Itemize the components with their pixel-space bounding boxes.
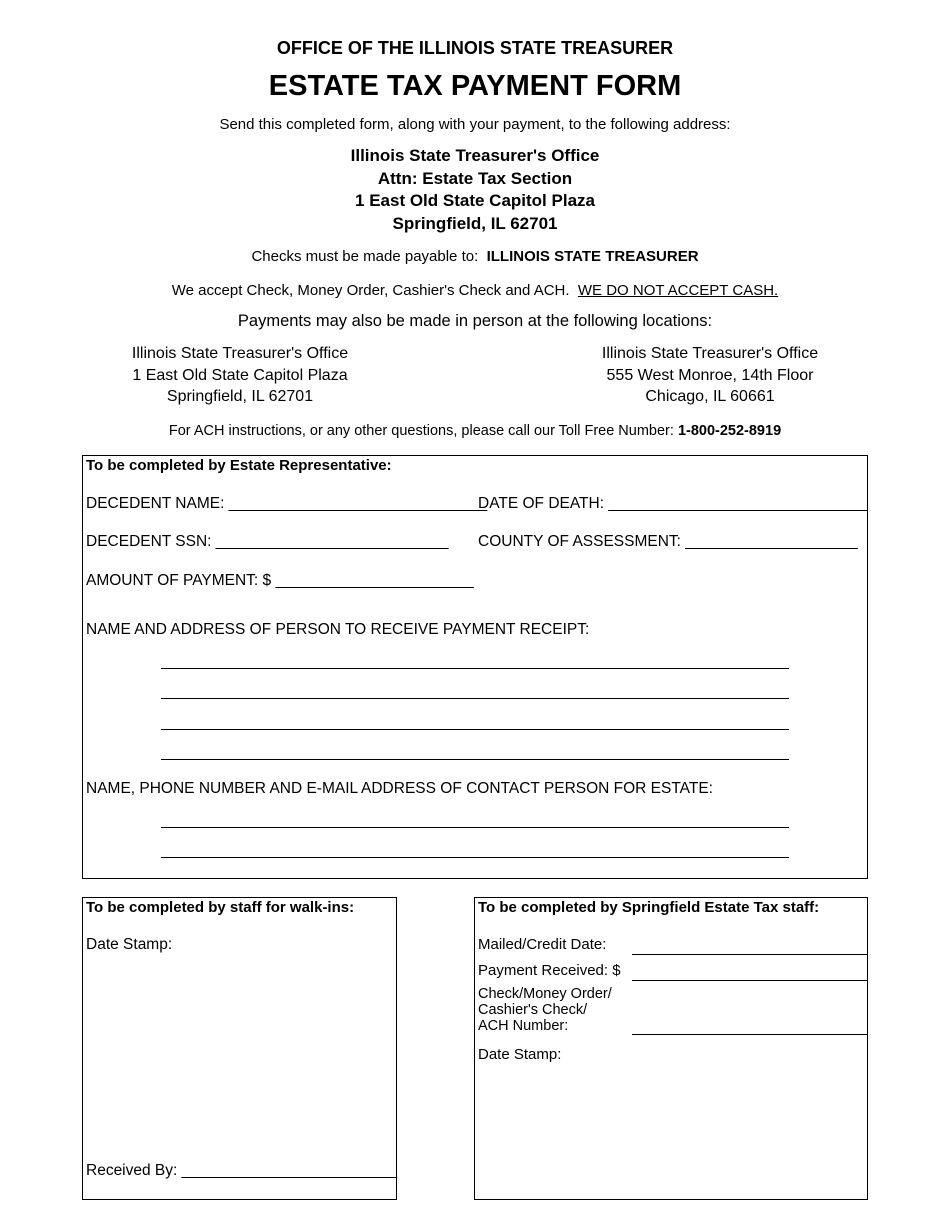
- toll-free-number: 1-800-252-8919: [677, 423, 782, 439]
- location-line: 1 East Old State Capitol Plaza: [132, 366, 348, 384]
- walk-in-date-stamp-label: Date Stamp:: [86, 936, 173, 953]
- springfield-date-stamp-label: Date Stamp:: [478, 1046, 562, 1063]
- date-of-death-field[interactable]: DATE OF DEATH: ______________________________: [478, 495, 867, 512]
- estate-contact-label: NAME, PHONE NUMBER AND E-MAIL ADDRESS OF CONTACT PERSON FOR ESTATE:: [86, 780, 713, 797]
- mailed-credit-date-label: Mailed/Credit Date:: [478, 936, 607, 953]
- send-instruction: Send this completed form, along with your payment, to the following address:: [219, 116, 731, 133]
- check-label-line: Check/Money Order/: [478, 986, 612, 1002]
- office-heading: OFFICE OF THE ILLINOIS STATE TREASURER: [276, 38, 674, 58]
- contact-info-line[interactable]: [161, 857, 789, 858]
- payment-received-label: Payment Received: $: [478, 962, 621, 979]
- ach-text: For ACH instructions, or any other questions, please call our Toll Free Number:: [168, 423, 674, 439]
- mailing-address: [0, 145, 950, 235]
- receipt-address-line[interactable]: [161, 759, 789, 760]
- receipt-address-line[interactable]: [161, 668, 789, 669]
- payable-to: ILLINOIS STATE TREASURER: [486, 248, 699, 265]
- location-line: Chicago, IL 60661: [645, 388, 775, 405]
- address-line: Illinois State Treasurer's Office: [350, 146, 600, 165]
- location-chicago: [570, 343, 850, 408]
- check-label-line: ACH Number:: [478, 1018, 569, 1034]
- payment-received-input-line[interactable]: [632, 980, 868, 981]
- check-label-line: Cashier's Check/: [478, 1002, 588, 1018]
- received-by-field[interactable]: Received By: _________________________: [86, 1162, 398, 1179]
- estate-representative-section: [82, 455, 868, 879]
- location-line: Springfield, IL 62701: [166, 388, 314, 405]
- no-cash-notice: WE DO NOT ACCEPT CASH.: [577, 282, 779, 299]
- location-line: Illinois State Treasurer's Office: [601, 345, 819, 362]
- amount-of-payment-field[interactable]: AMOUNT OF PAYMENT: $ _______________________: [86, 572, 474, 589]
- location-springfield: [100, 343, 380, 408]
- payable-line: [0, 248, 950, 265]
- page-title: ESTATE TAX PAYMENT FORM: [268, 70, 682, 102]
- receipt-recipient-label: NAME AND ADDRESS OF PERSON TO RECEIVE PAYMENT RECEIPT:: [86, 621, 590, 638]
- address-line: Attn: Estate Tax Section: [377, 168, 573, 188]
- accept-line: [0, 282, 950, 299]
- contact-info-line[interactable]: [161, 827, 789, 828]
- mailed-credit-date-input-line[interactable]: [632, 954, 868, 955]
- location-line: 555 West Monroe, 14th Floor: [606, 366, 814, 384]
- rep-section-heading: To be completed by Estate Representative:: [86, 457, 392, 474]
- check-number-label: [478, 986, 612, 1034]
- check-number-input-line[interactable]: [632, 1034, 868, 1035]
- county-of-assessment-field[interactable]: COUNTY OF ASSESSMENT: ____________________: [478, 533, 858, 550]
- decedent-name-field[interactable]: DECEDENT NAME: ______________________________: [86, 495, 488, 512]
- springfield-heading: To be completed by Springfield Estate Tax staff:: [478, 899, 820, 916]
- address-line: Springfield, IL 62701: [392, 213, 558, 233]
- address-line: 1 East Old State Capitol Plaza: [355, 191, 595, 210]
- accept-text: We accept Check, Money Order, Cashier's Check and ACH.: [171, 282, 570, 299]
- decedent-ssn-field[interactable]: DECEDENT SSN: ___________________________: [86, 533, 449, 550]
- walk-in-heading: To be completed by staff for walk-ins:: [86, 899, 355, 916]
- ach-line: [0, 423, 950, 439]
- payable-prefix: Checks must be made payable to:: [251, 248, 479, 265]
- receipt-address-line[interactable]: [161, 729, 789, 730]
- location-line: Illinois State Treasurer's Office: [131, 345, 349, 362]
- in-person-text: Payments may also be made in person at the following locations:: [237, 312, 713, 330]
- receipt-address-line[interactable]: [161, 698, 789, 699]
